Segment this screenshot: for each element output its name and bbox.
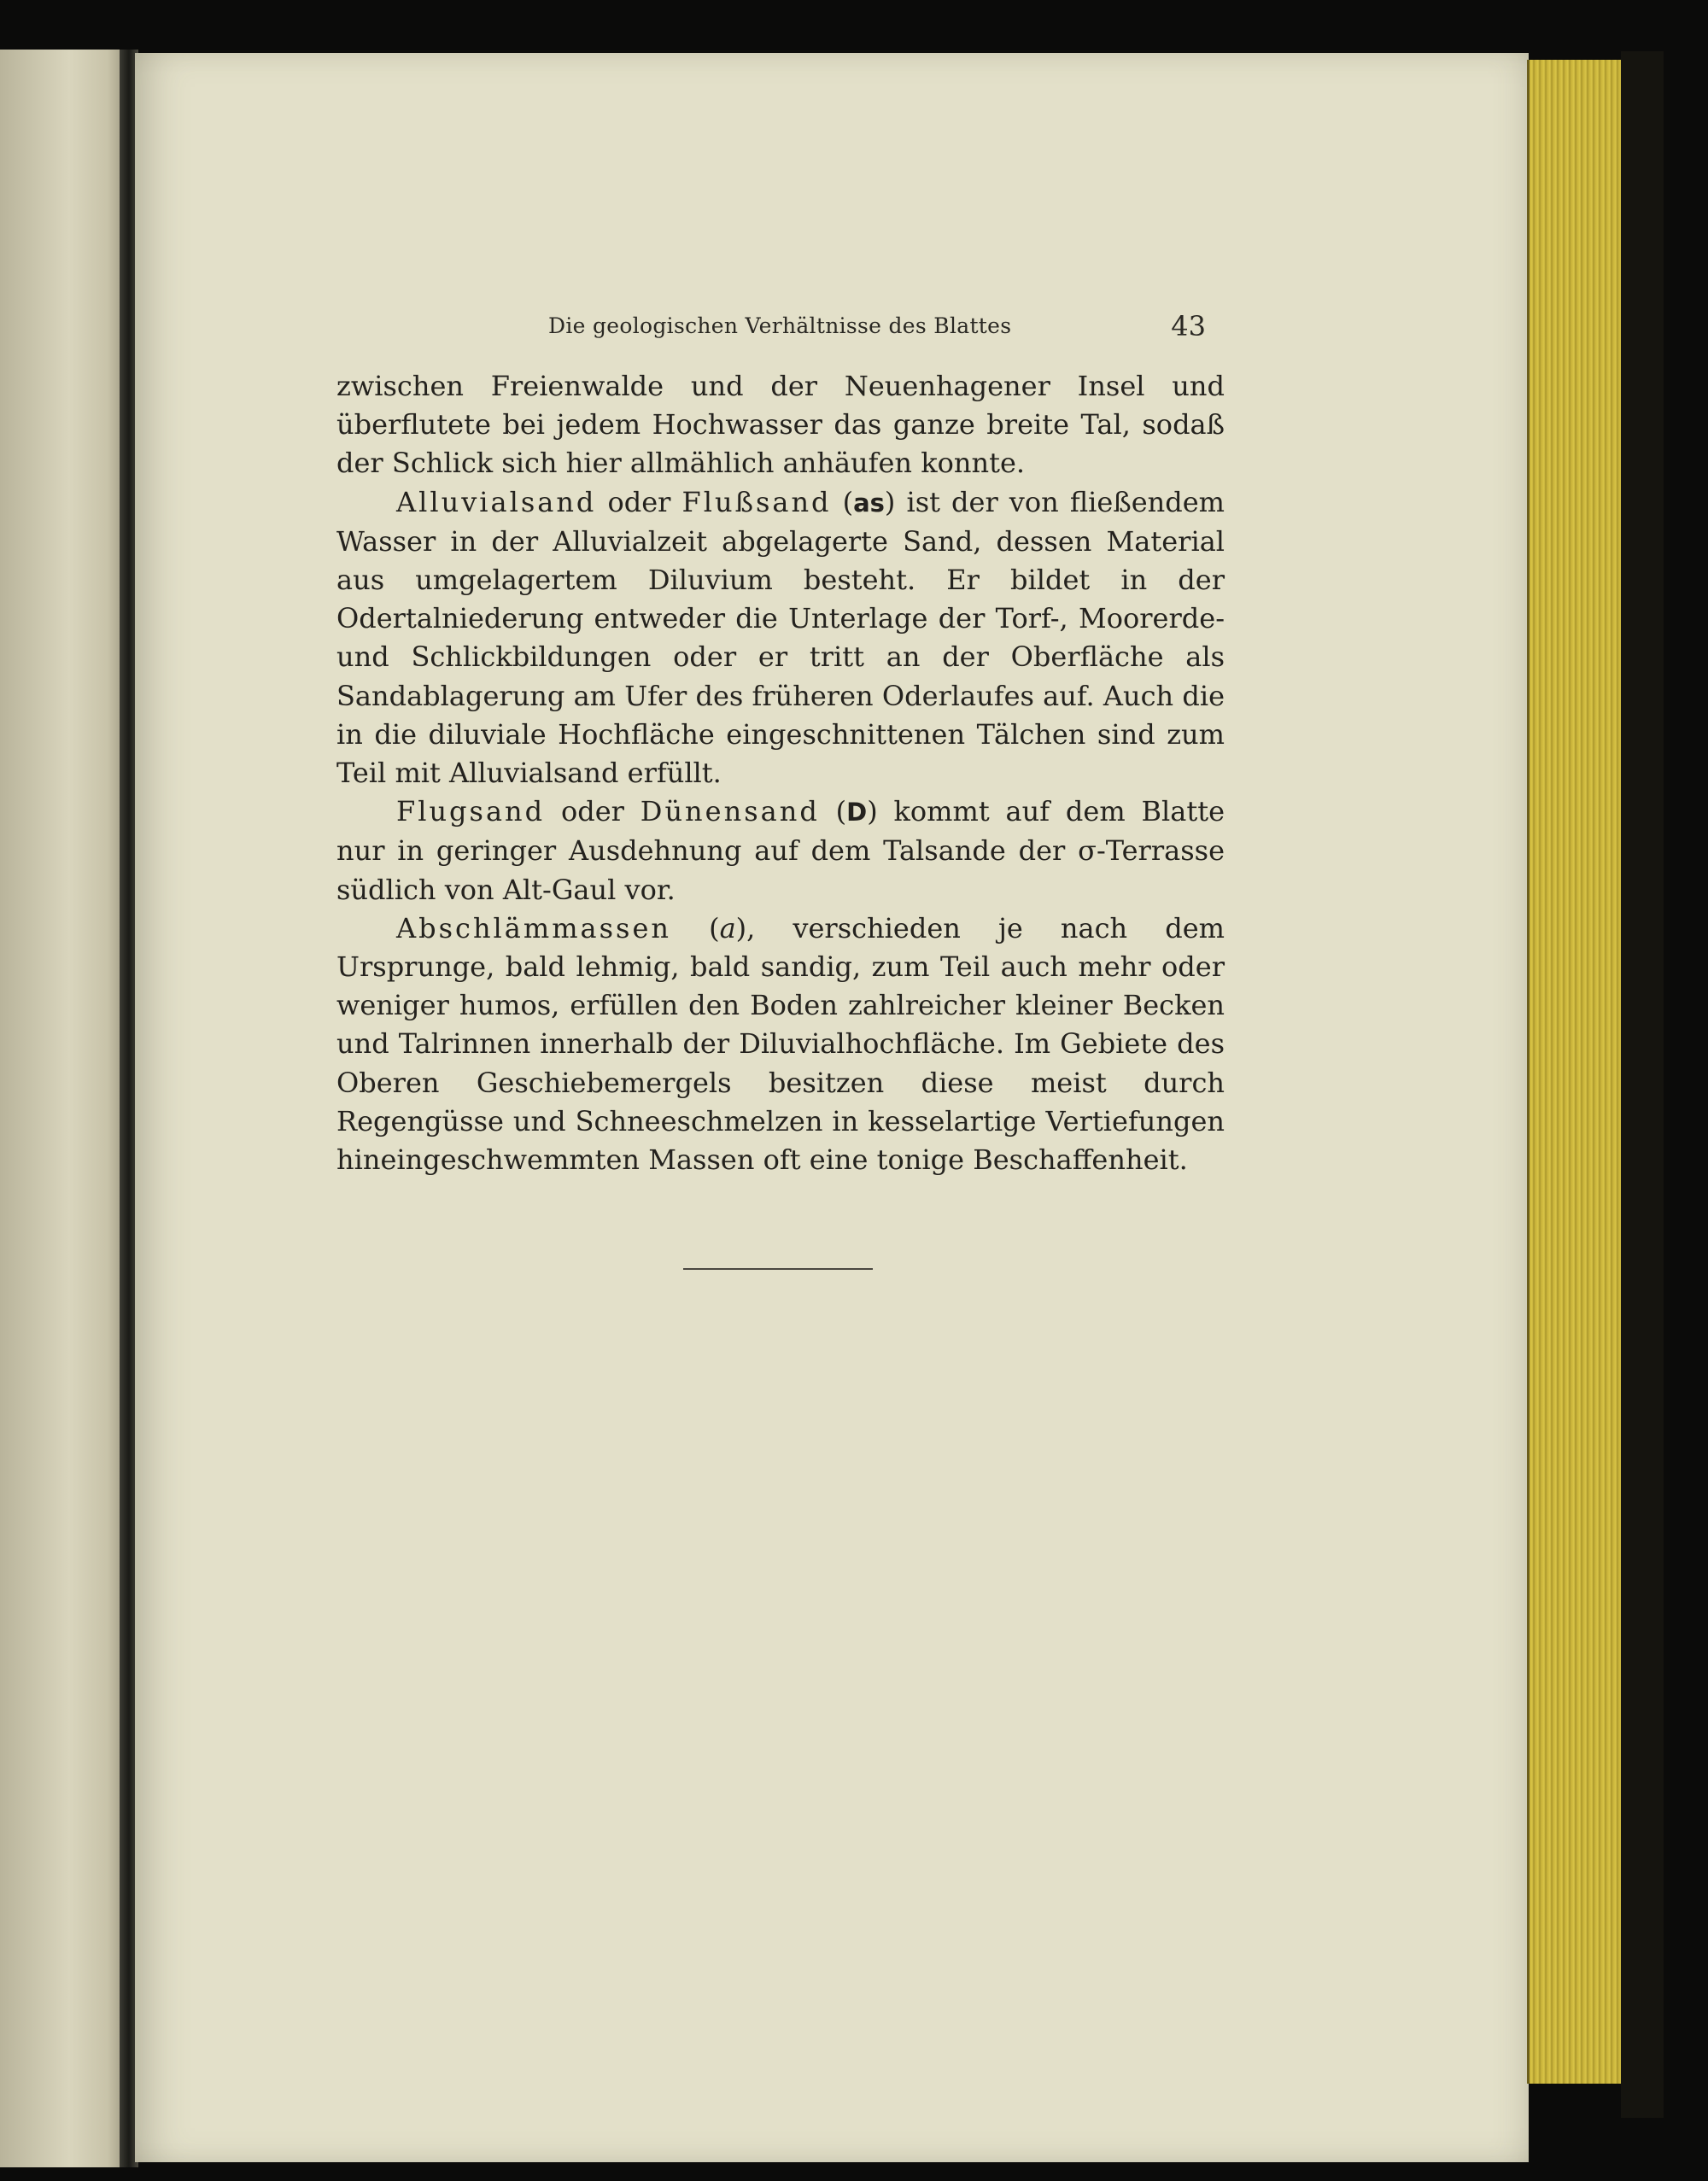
symbol-open: ( [831, 485, 854, 518]
map-symbol-as: as [853, 488, 885, 517]
body-text [336, 367, 1225, 1179]
term-alluvialsand: Alluvialsand [396, 485, 597, 518]
running-title: Die geologischen Verhältnisse des Blattes [548, 313, 1012, 338]
term-flusssand: Flußsand [681, 485, 832, 518]
paragraph-alluvialsand-text: ) ist der von fließendem Wasser in der Alluvialzeit abgelagerte Sand, dessen Material aus umgelagertem Diluvium besteht. Er bildet in der Odertalniederung entweder die Unterlage der Torf-, Moorerde- und Schlickbildungen oder er tritt an der Oberfläche als Sandablagerung am Ufer des früheren Oderlaufes auf. Auch die in die diluviale Hochfläche eingeschnittenen Tälchen sind zum Teil mit Alluvialsand erfüllt. [336, 485, 1225, 790]
term-connector: oder [596, 485, 682, 518]
term-abschlaemmassen: Abschlämmassen [396, 911, 672, 944]
term-flugsand: Flugsand [396, 795, 546, 828]
paragraph-abschlaemmassen-text: ), verschieden je nach dem Ursprunge, bald lehmig, bald sandig, zum Teil auch mehr oder weniger humos, erfüllen den Boden zahlreicher kleiner Becken und Talrinnen innerhalb der Diluvialhochfläche. Im Gebiete des Oberen Geschiebemergels besitzen diese meist durch Regengüsse und Schneeschmelzen in kesselartige Vertiefungen hineingeschwemmten Massen oft eine tonige Beschaffenheit. [336, 911, 1225, 1177]
map-symbol-d: D [846, 798, 868, 827]
previous-page-edge [0, 50, 126, 2167]
paragraph-flugsand-text: ) kommt auf dem Blatte nur in geringer Ausdehnung auf dem Talsande der σ-Terrasse südlich von Alt-Gaul vor. [336, 795, 1225, 906]
symbol-open: ( [819, 795, 847, 828]
paragraph-abschlaemmassen [336, 909, 1225, 1179]
map-symbol-a: a [719, 911, 736, 944]
symbol-open: ( [671, 911, 720, 944]
running-head [548, 310, 1206, 344]
page-number: 43 [1171, 310, 1206, 342]
paragraph-flugsand [336, 792, 1225, 909]
term-duenensand: Dünensand [640, 795, 820, 828]
term-connector: oder [545, 795, 640, 828]
section-end-rule [683, 1268, 873, 1270]
gilt-page-edges [1527, 60, 1623, 2084]
paragraph-schlick: zwischen Freienwalde und der Neuenhagener Insel und überflutete bei jedem Hochwasser das ganze breite Tal, sodaß der Schlick sich hier allmählich anhäufen konnte. [336, 370, 1225, 480]
book-cover-edge [1621, 51, 1664, 2118]
paragraph-alluvialsand [336, 483, 1225, 793]
